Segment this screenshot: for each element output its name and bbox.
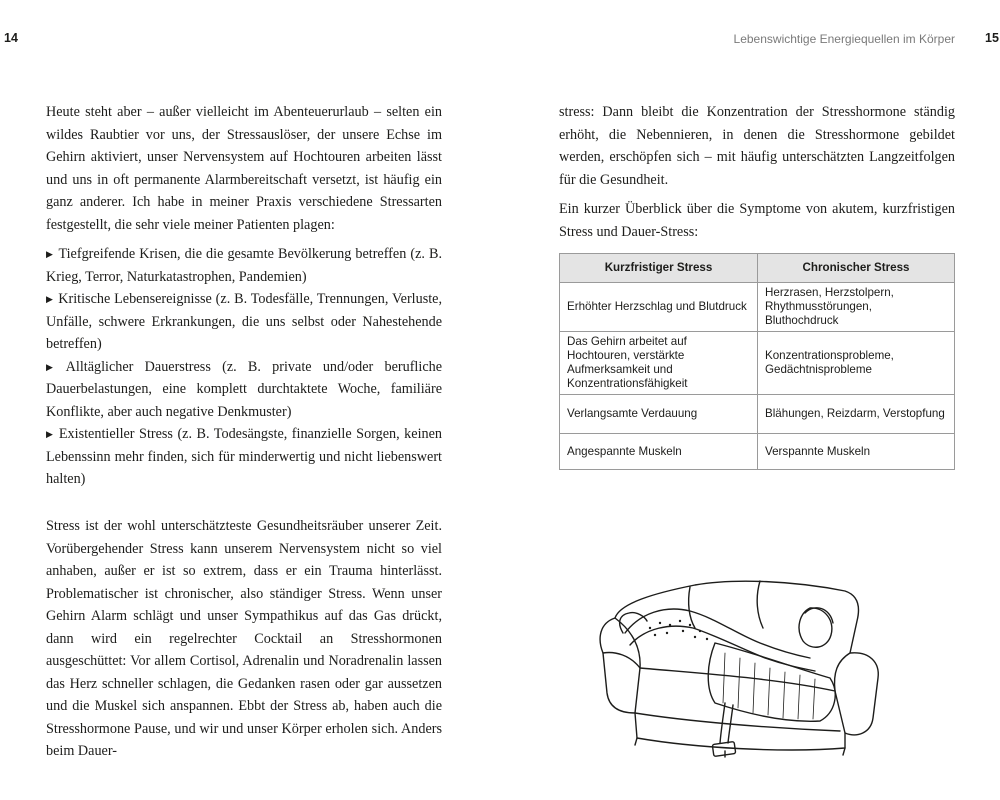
sofa-backrest bbox=[615, 581, 859, 653]
list-item: ▶ Tiefgreifende Krisen, die die gesamte Bevölkerung betreffen (z. B. Krieg, Terror, Naturkatastrophen, Pandemien) bbox=[46, 246, 443, 285]
table-cell: Angespannte Muskeln bbox=[560, 434, 758, 470]
header-short-term: Kurzfristiger Stress bbox=[560, 254, 758, 283]
table-cell: Verlangsamte Verdauung bbox=[560, 395, 758, 434]
list-item: ▶ Existentieller Stress (z. B. Todesängste, finanzielle Sorgen, keinen Lebenssinn mehr finden, sich für minderwertig und nicht liebenswert halten) bbox=[46, 426, 442, 487]
table-cell: Blähungen, Reizdarm, Verstopfung bbox=[758, 395, 955, 434]
table-row bbox=[560, 434, 955, 470]
table-cell: Verspannte Muskeln bbox=[758, 434, 955, 470]
table-cell: Das Gehirn arbeitet auf Hochtouren, verstärkte Aufmerksamkeit und Konzentrationsfähigkeit bbox=[560, 332, 758, 395]
table-cell: Herzrasen, Herzstolpern, Rhythmusstörungen, Bluthochdruck bbox=[758, 283, 955, 332]
right-page-number: 15 bbox=[985, 31, 999, 45]
table-row bbox=[560, 395, 955, 434]
list-item: ▶ Kritische Lebensereignisse (z. B. Todesfälle, Trennungen, Verluste, Unfälle, schwere Erkrankungen, die uns selbst oder Nahestehende betreffen) bbox=[46, 291, 443, 352]
right-column bbox=[559, 101, 955, 243]
sofa-seat bbox=[635, 713, 840, 731]
table-row bbox=[560, 332, 955, 395]
stress-types-list bbox=[46, 243, 442, 491]
header-chronic: Chronischer Stress bbox=[758, 254, 955, 283]
table-row bbox=[560, 283, 955, 332]
person-legs bbox=[625, 609, 810, 658]
table-cell: Konzentrationsprobleme, Gedächtnisprobleme bbox=[758, 332, 955, 395]
triangle-bullet-icon: ▶ bbox=[46, 429, 54, 439]
stress-paragraph: Stress ist der wohl unterschätzteste Gesundheitsräuber unserer Zeit. Vorübergehender Stress kann unserem Nervensystem nicht so viel anhaben, außer er ist so extrem, dass er ein Trauma hinterlässt. Problematischer ist chronischer, also ständiger Stress. Wenn unser Gehirn Alarm schlägt und unser Sympathikus auf das Gas drückt, dann wird ein regelrechter Cocktail an Stresshormonen ausgeschüttet: Vor allem Cortisol, Adrenalin und Noradrenalin lassen das Herz schneller schlagen, die Gedanken rasen oder gar aussetzen und die Muskel sich anspannen. Ebbt der Stress ab, haben auch die Stresshormone Pause, und wir und unser Körper erholen sich. Anders beim Dauer- bbox=[46, 518, 442, 759]
table-intro: Ein kurzer Überblick über die Symptome von akutem, kurzfristigen Stress und Dauer-Stress: bbox=[559, 201, 955, 240]
triangle-bullet-icon: ▶ bbox=[46, 249, 54, 259]
person-feet bbox=[620, 613, 647, 633]
left-page-number: 14 bbox=[4, 31, 18, 45]
left-column bbox=[46, 101, 442, 491]
table-cell: Erhöhter Herzschlag und Blutdruck bbox=[560, 283, 758, 332]
phone-icon bbox=[712, 742, 735, 757]
table-header-row bbox=[560, 254, 955, 283]
blanket bbox=[708, 643, 835, 721]
sofa-back-cushion bbox=[689, 587, 695, 628]
sofa-left-armrest bbox=[600, 618, 640, 713]
continuation-paragraph: stress: Dann bleibt die Konzentration der Stresshormone ständig erhöht, die Nebennieren, in denen die Stresshormone gebildet werden, erschöpfen sich – mit häufig unterschätzten Langzeitfolgen für die Gesundheit. bbox=[559, 104, 955, 188]
intro-paragraph: Heute steht aber – außer vielleicht im Abenteuerurlaub – selten ein wildes Raubtier vor uns, der Stressauslöser, der unsere Echse im Gehirn aktiviert, unser Nervensystem auf Hochtouren arbeiten lässt und uns in oft permanente Alarmbereitschaft versetzt, ist häufig ein ganz anderer. Ich habe in meiner Praxis verschiedene Stressarten festgestellt, die sehr viele meiner Patienten plagen: bbox=[46, 104, 442, 233]
list-item: ▶ Alltäglicher Dauerstress (z. B. private und/oder berufliche Dauerbelastungen, eine komplett durchtaktete Woche, familiäre Konflikte, aber auch negative Denkmuster) bbox=[46, 358, 443, 420]
person-head bbox=[799, 608, 832, 647]
sofa-base bbox=[635, 713, 845, 750]
sofa-right-armrest bbox=[835, 653, 879, 735]
running-header: Lebenswichtige Energiequellen im Körper bbox=[733, 32, 955, 46]
sofa-illustration bbox=[595, 573, 885, 768]
stress-symptoms-table bbox=[559, 253, 955, 470]
triangle-bullet-icon: ▶ bbox=[46, 294, 54, 304]
triangle-bullet-icon: ▶ bbox=[46, 361, 61, 372]
